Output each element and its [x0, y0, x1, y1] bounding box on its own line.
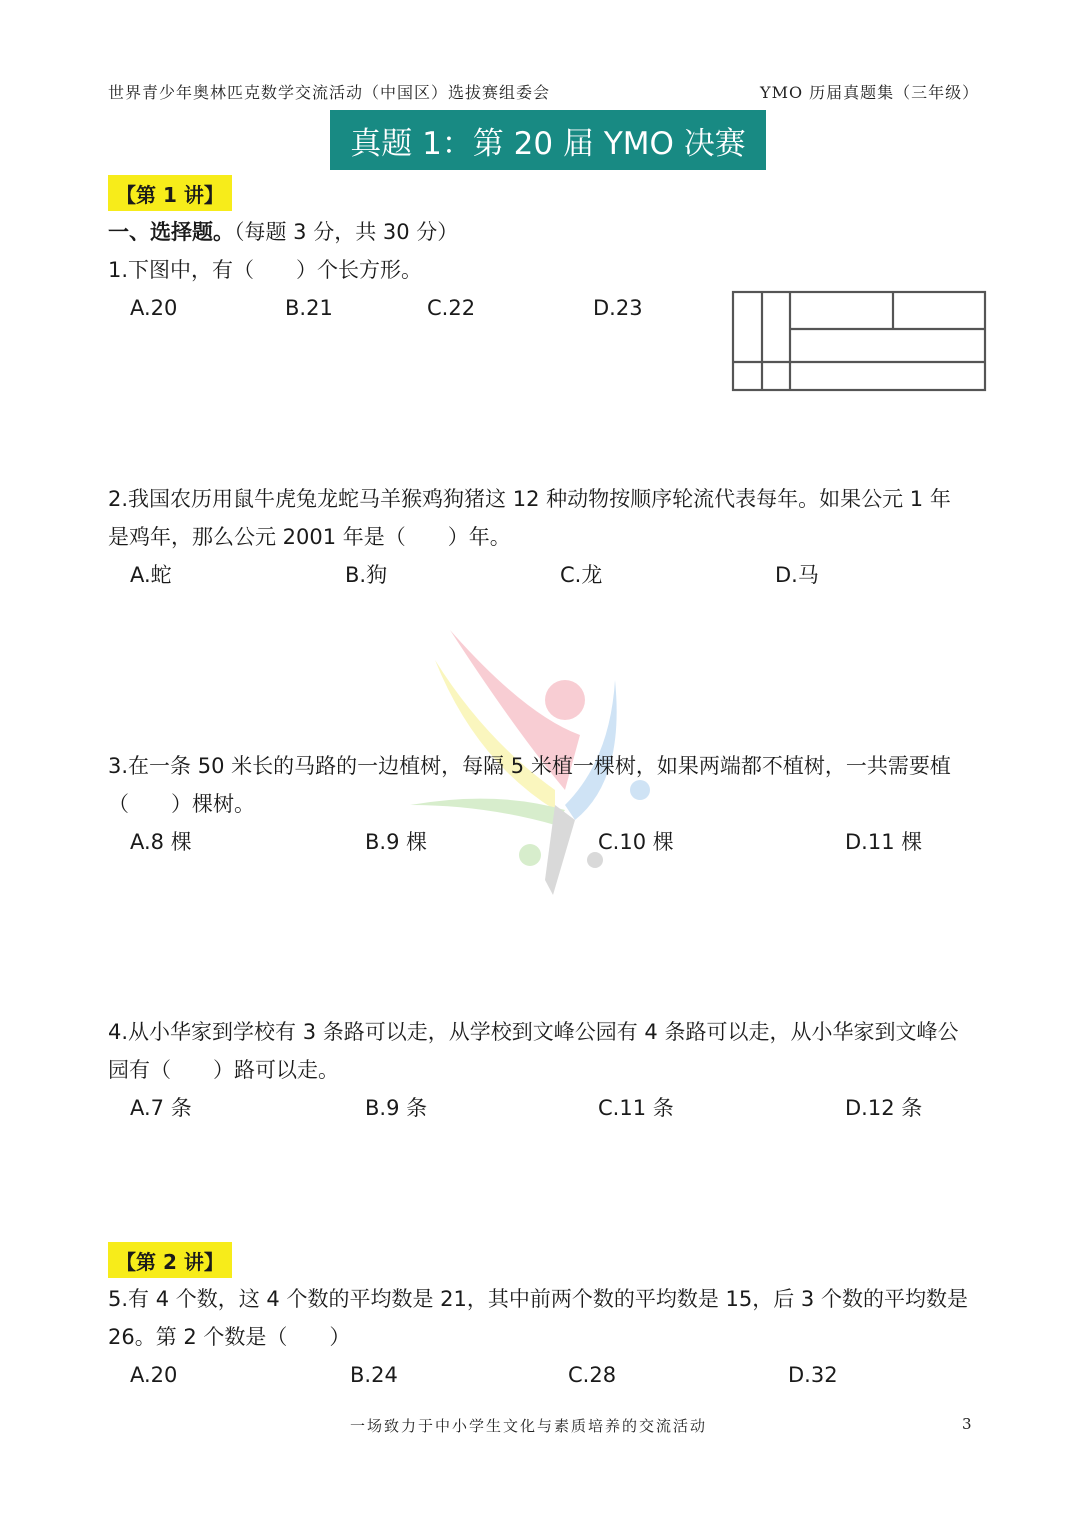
section-heading — [108, 218, 458, 246]
q5-option-b: B.24 — [350, 1363, 398, 1387]
lecture-tag-1: 【第 1 讲】 — [108, 175, 232, 211]
section-heading-note: （每题 3 分，共 30 分） — [234, 220, 459, 244]
q5-option-d: D.32 — [788, 1363, 838, 1387]
figure-outer-rect — [733, 292, 985, 390]
page-number: 3 — [962, 1415, 972, 1433]
watermark-blue-dot — [630, 780, 650, 800]
q3-option-c: C.10 棵 — [598, 830, 674, 854]
q3-option-a: A.8 棵 — [130, 830, 192, 854]
q4-option-b: B.9 条 — [365, 1096, 428, 1120]
watermark-red-head — [545, 680, 585, 720]
question-3-text-line2: （ ）棵树。 — [108, 792, 255, 816]
q3-option-d: D.11 棵 — [845, 830, 923, 854]
q2-option-b: B.狗 — [345, 563, 388, 587]
q2-option-c: C.龙 — [560, 563, 603, 587]
q1-option-d: D.23 — [593, 296, 643, 320]
footer-slogan: 一场致力于中小学生文化与素质培养的交流活动 — [350, 1417, 708, 1435]
question-4-text-line1: 4.从小华家到学校有 3 条路可以走，从学校到文峰公园有 4 条路可以走，从小华家到文峰公 — [108, 1020, 959, 1044]
q3-option-b: B.9 棵 — [365, 830, 428, 854]
question-1-text: 1.下图中，有（ ）个长方形。 — [108, 258, 423, 282]
section-heading-label: 一、选择题。 — [108, 220, 234, 244]
header-organizer: 世界青少年奥林匹克数学交流活动（中国区）选拔赛组委会 — [108, 83, 551, 102]
watermark-green-dot — [519, 844, 541, 866]
rectangle-figure — [730, 288, 988, 396]
question-5-text-line1: 5.有 4 个数，这 4 个数的平均数是 21，其中前两个数的平均数是 15，后 3 个数的平均数是 — [108, 1287, 968, 1311]
q2-option-a: A.蛇 — [130, 563, 172, 587]
page-title: 真题 1：第 20 届 YMO 决赛 — [330, 110, 766, 170]
q4-option-a: A.7 条 — [130, 1096, 192, 1120]
q4-option-c: C.11 条 — [598, 1096, 674, 1120]
header-book-title: YMO 历届真题集（三年级） — [760, 83, 980, 102]
question-2-text-line1: 2.我国农历用鼠牛虎兔龙蛇马羊猴鸡狗猪这 12 种动物按顺序轮流代表每年。如果公元 1 年 — [108, 487, 951, 511]
question-2-text-line2: 是鸡年，那么公元 2001 年是（ ）年。 — [108, 525, 511, 549]
q5-option-c: C.28 — [568, 1363, 617, 1387]
q1-option-c: C.22 — [427, 296, 476, 320]
question-3-text-line1: 3.在一条 50 米长的马路的一边植树，每隔 5 米植一棵树，如果两端都不植树，一共需要植 — [108, 754, 951, 778]
lecture-tag-2: 【第 2 讲】 — [108, 1242, 232, 1278]
watermark-green-swoosh — [410, 799, 565, 825]
q4-option-d: D.12 条 — [845, 1096, 923, 1120]
q1-option-a: A.20 — [130, 296, 178, 320]
q5-option-a: A.20 — [130, 1363, 178, 1387]
q1-option-b: B.21 — [285, 296, 333, 320]
question-4-text-line2: 园有（ ）路可以走。 — [108, 1058, 339, 1082]
question-5-text-line2: 26。第 2 个数是（ ） — [108, 1325, 351, 1349]
q2-option-d: D.马 — [775, 563, 819, 587]
